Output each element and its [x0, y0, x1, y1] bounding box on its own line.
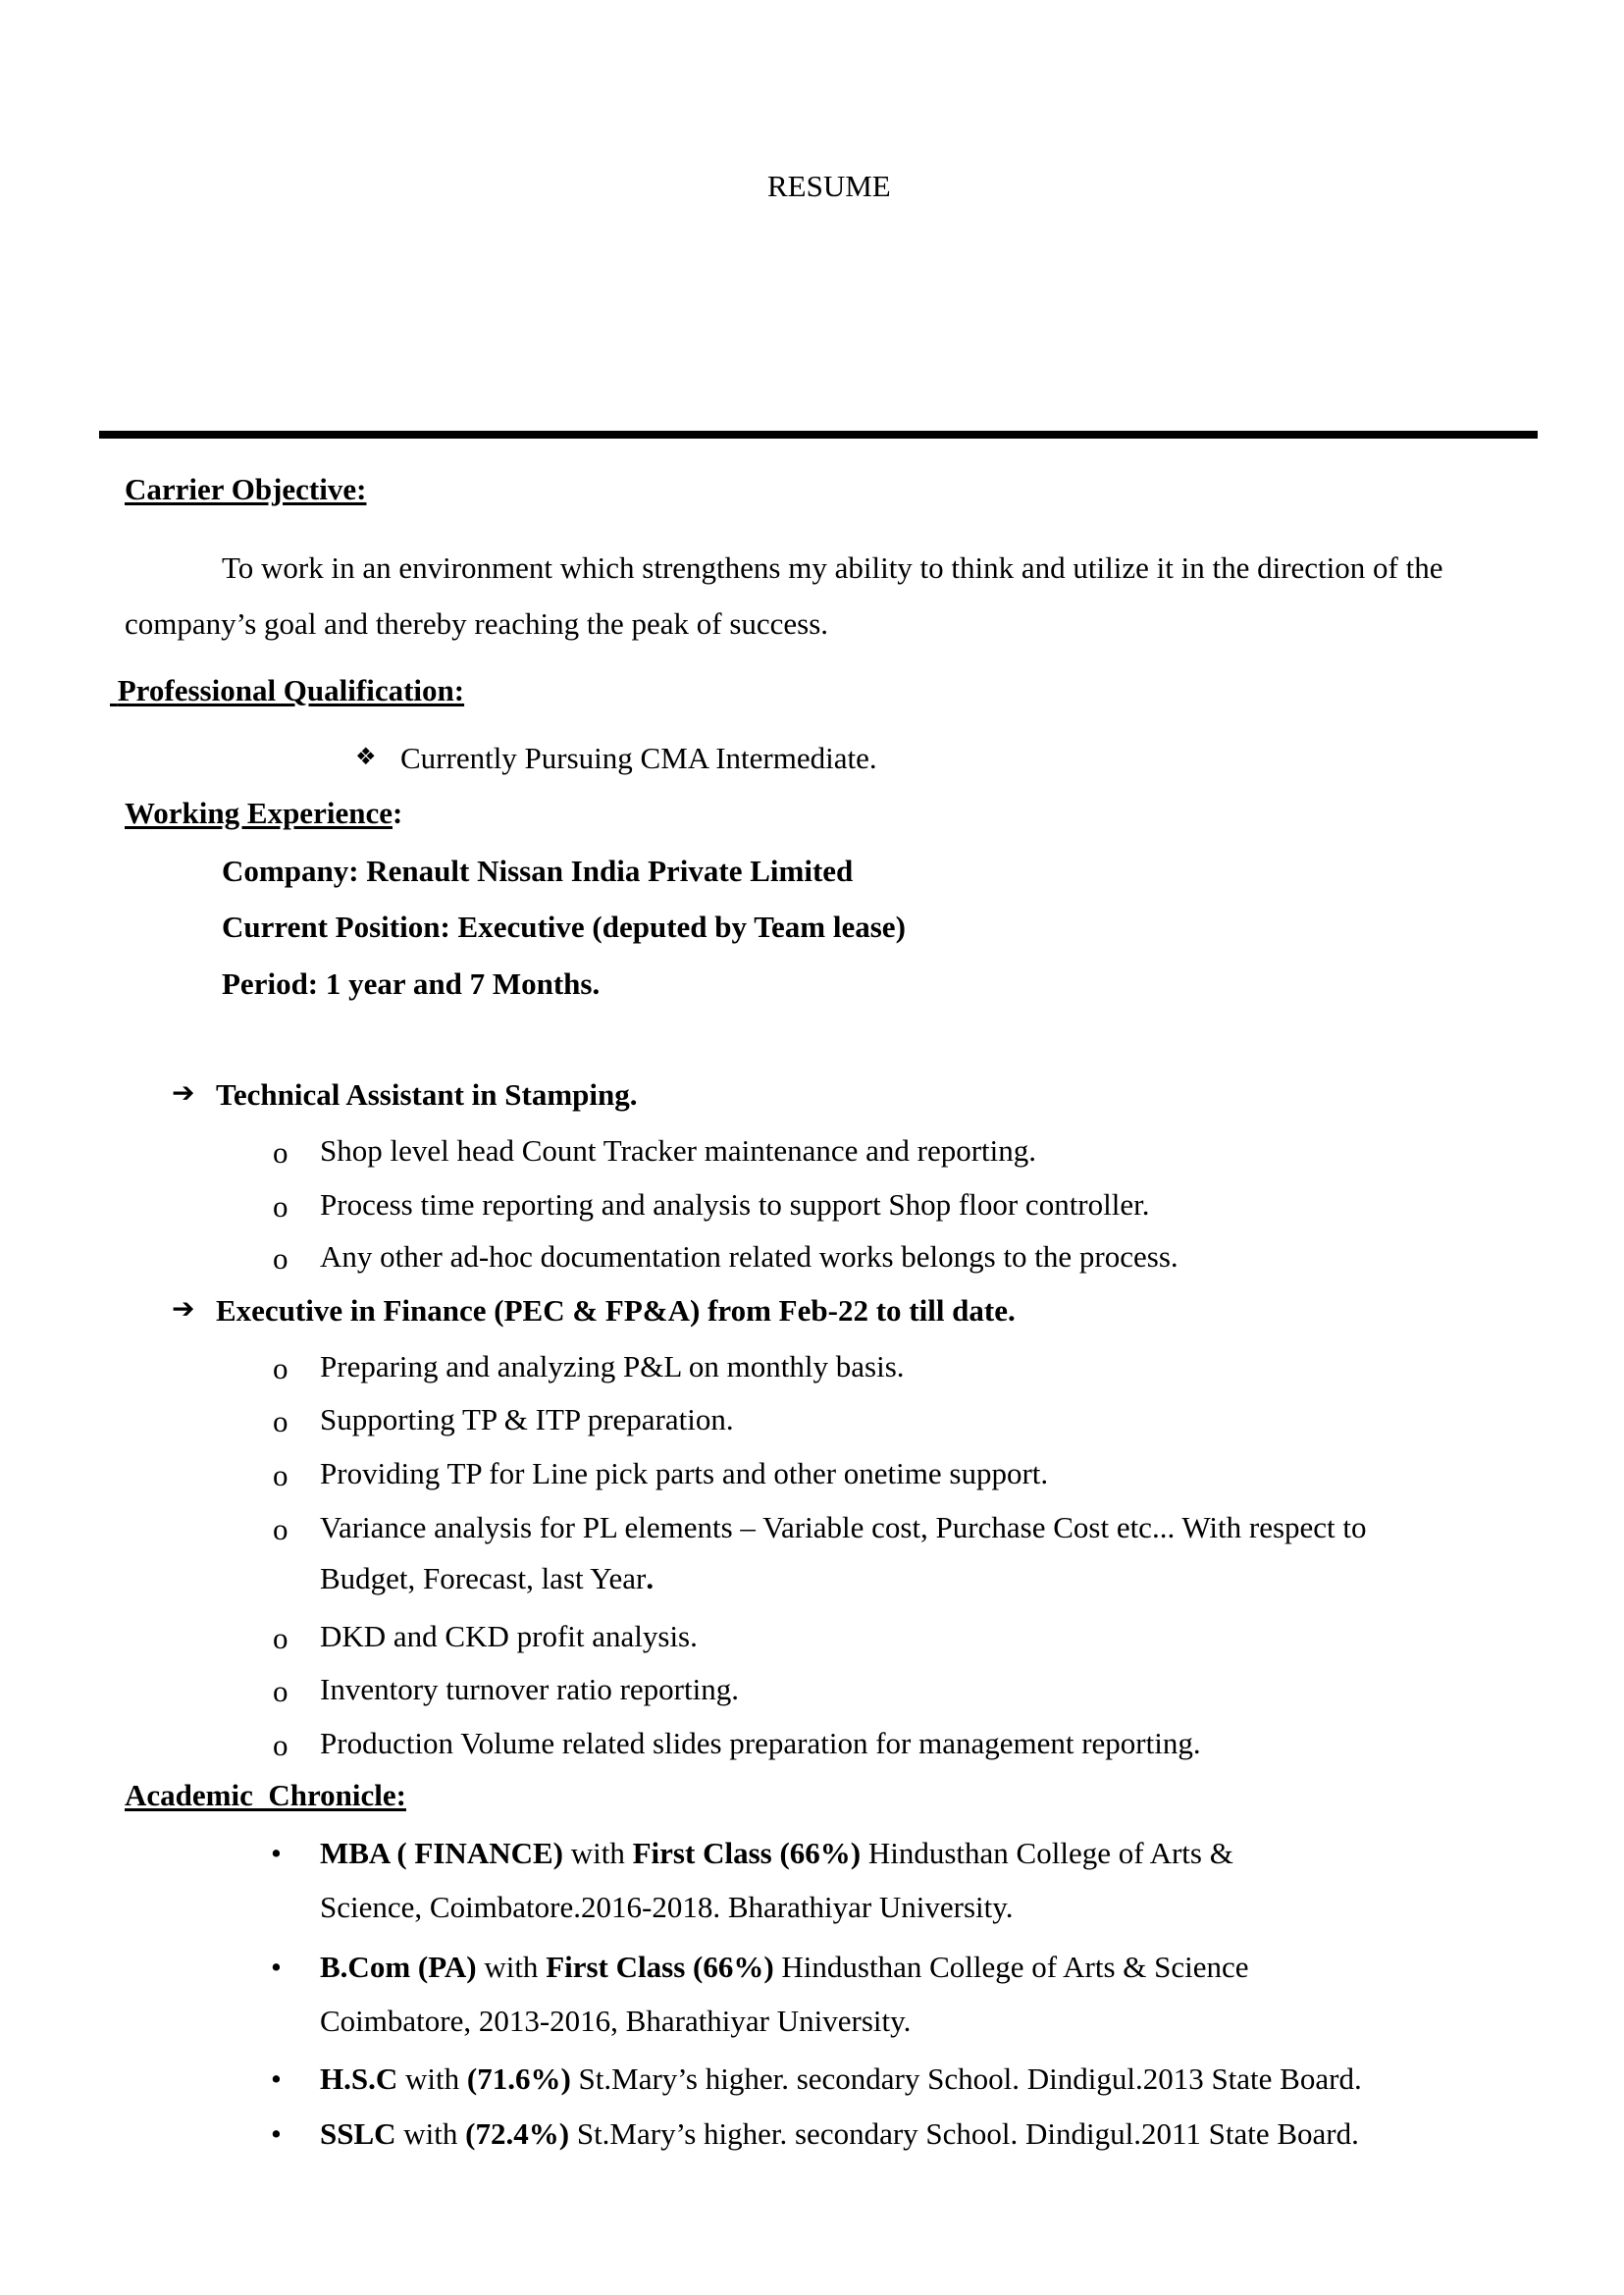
academic-detail-line-2: Science, Coimbatore.2016-2018. Bharathiyar University. — [320, 1890, 1014, 1924]
experience-company: Company: Renault Nissan India Private Limited — [222, 854, 854, 888]
role-duty: Production Volume related slides preparation for management reporting. — [320, 1726, 1201, 1760]
role-title: Technical Assistant in Stamping. — [216, 1077, 638, 1112]
bullet-icon: • — [271, 1836, 282, 1870]
circle-bullet-icon: o — [273, 1458, 288, 1492]
circle-bullet-icon: o — [273, 1621, 288, 1655]
bullet-icon: • — [271, 1950, 282, 1984]
academic-detail: St.Mary’s higher. secondary School. Dindigul.2013 State Board. — [570, 2061, 1362, 2096]
circle-bullet-icon: o — [273, 1404, 288, 1438]
role-duty: Preparing and analyzing P&L on monthly basis. — [320, 1349, 905, 1383]
academic-class: (71.6%) — [466, 2061, 571, 2096]
role-duty: DKD and CKD profit analysis. — [320, 1619, 698, 1653]
experience-heading-colon: : — [392, 796, 403, 830]
experience-position: Current Position: Executive (deputed by Team lease) — [222, 910, 906, 944]
academic-detail: Hindusthan College of Arts & Science — [773, 1950, 1249, 1984]
academic-degree: B.Com (PA) — [320, 1950, 477, 1984]
page-title: RESUME — [767, 169, 891, 203]
diamond-bullet-icon: ❖ — [355, 743, 377, 770]
academic-detail-line-2: Coimbatore, 2013-2016, Bharathiyar University. — [320, 2004, 912, 2038]
experience-period: Period: 1 year and 7 Months. — [222, 966, 601, 1001]
circle-bullet-icon: o — [273, 1135, 288, 1170]
qualification-heading-text: Professional Qualification: — [117, 673, 465, 707]
academic-detail: St.Mary’s higher. secondary School. Dindigul.2011 State Board. — [569, 2116, 1359, 2151]
academic-with: with — [395, 2116, 466, 2151]
role-duty-continued — [320, 1561, 654, 1596]
bullet-icon: • — [271, 2061, 282, 2096]
circle-bullet-icon: o — [273, 1351, 288, 1385]
role-duty-continued-text: Budget, Forecast, last Year — [320, 1561, 647, 1595]
objective-line-1: To work in an environment which strengthens my ability to think and utilize it in the direction of the — [222, 550, 1443, 585]
role-duty: Providing TP for Line pick parts and other onetime support. — [320, 1456, 1049, 1490]
academic-with: with — [563, 1836, 633, 1870]
role-duty-period: . — [646, 1561, 655, 1595]
academic-with: with — [476, 1950, 547, 1984]
academic-class: (72.4%) — [465, 2116, 570, 2151]
academic-entry — [320, 2116, 1359, 2152]
academic-degree: SSLC — [320, 2116, 396, 2151]
qualification-heading — [110, 673, 464, 708]
circle-bullet-icon: o — [273, 1728, 288, 1762]
role-duty: Shop level head Count Tracker maintenance and reporting. — [320, 1133, 1037, 1168]
bullet-icon: • — [271, 2116, 282, 2151]
qualification-item: Currently Pursuing CMA Intermediate. — [400, 741, 877, 775]
arrow-right-icon: ➔ — [172, 1292, 195, 1325]
academic-entry — [320, 2061, 1362, 2097]
role-duty: Supporting TP & ITP preparation. — [320, 1402, 734, 1436]
academic-class: First Class (66%) — [546, 1950, 774, 1984]
circle-bullet-icon: o — [273, 1189, 288, 1224]
role-duty: Variance analysis for PL elements – Variable cost, Purchase Cost etc... With respect to — [320, 1510, 1367, 1544]
arrow-right-icon: ➔ — [172, 1076, 195, 1109]
circle-bullet-icon: o — [273, 1512, 288, 1546]
academic-heading: Academic Chronicle: — [125, 1778, 406, 1812]
objective-heading: Carrier Objective: — [125, 472, 367, 506]
academic-degree: H.S.C — [320, 2061, 398, 2096]
experience-heading — [125, 796, 402, 831]
header-divider — [99, 431, 1538, 439]
role-title: Executive in Finance (PEC & FP&A) from Feb-22 to till date. — [216, 1293, 1016, 1328]
role-duty: Any other ad-hoc documentation related works belongs to the process. — [320, 1239, 1179, 1274]
objective-line-2: company’s goal and thereby reaching the peak of success. — [125, 606, 829, 641]
academic-entry — [320, 1836, 1233, 1871]
academic-detail: Hindusthan College of Arts & — [861, 1836, 1233, 1870]
academic-class: First Class (66%) — [632, 1836, 862, 1870]
role-duty: Inventory turnover ratio reporting. — [320, 1672, 739, 1706]
role-duty: Process time reporting and analysis to support Shop floor controller. — [320, 1187, 1150, 1222]
circle-bullet-icon: o — [273, 1241, 288, 1276]
academic-with: with — [397, 2061, 467, 2096]
experience-heading-text: Working Experience — [125, 796, 393, 830]
circle-bullet-icon: o — [273, 1674, 288, 1708]
academic-entry — [320, 1950, 1249, 1985]
academic-degree: MBA ( FINANCE) — [320, 1836, 563, 1870]
